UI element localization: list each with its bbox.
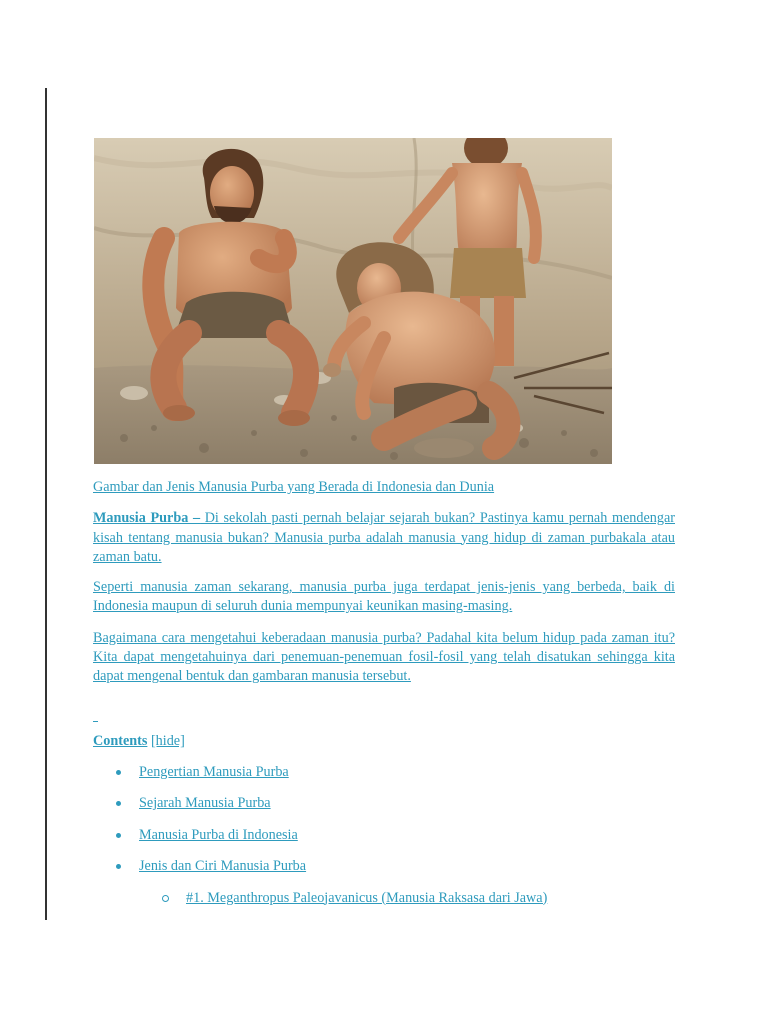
toc-hide-toggle[interactable]: [hide] <box>150 732 185 749</box>
toc-item[interactable] <box>93 794 675 825</box>
bullet-icon <box>116 833 121 838</box>
toc-item[interactable] <box>93 826 675 857</box>
toc-subitem-label[interactable]: #1. Meganthropus Paleojavanicus (Manusia Raksasa dari Jawa) <box>186 889 548 906</box>
toc-item-label[interactable]: Jenis dan Ciri Manusia Purba <box>139 858 307 875</box>
toc-item[interactable] <box>93 763 675 794</box>
early-humans-diorama-illustration <box>94 138 612 464</box>
caption-link[interactable]: Gambar dan Jenis Manusia Purba yang Berada di Indonesia dan Dunia <box>93 479 495 495</box>
intro-lead-link[interactable]: Manusia Purba – <box>93 510 201 527</box>
paragraph-fossils <box>93 629 675 687</box>
bullet-icon <box>116 801 121 806</box>
paragraph-intro <box>93 509 675 567</box>
bullet-icon <box>116 770 121 775</box>
toc-item-label[interactable]: Manusia Purba di Indonesia <box>139 826 298 843</box>
table-of-contents <box>93 763 675 920</box>
fossils-text-link[interactable]: Bagaimana cara mengetahui keberadaan manusia purba? Padahal kita belum hidup pada zaman itu? Kita dapat mengetahuinya dari penemuan-penemuan fosil-fosil yang telah disatukan sehingga kita dapat mengenal bentuk dan gambaran manusia tersebut. <box>93 629 675 685</box>
toc-title[interactable]: Contents <box>93 732 148 749</box>
article-content <box>93 478 675 920</box>
hollow-bullet-icon <box>162 895 169 902</box>
paragraph-types <box>93 578 675 617</box>
toc-subitem[interactable] <box>93 889 675 920</box>
image-caption[interactable] <box>93 478 675 497</box>
intro-text-link[interactable]: Di sekolah pasti pernah belajar sejarah bukan? Pastinya kamu pernah mendengar kisah tentang manusia bukan? Manusia purba adalah manusia yang hidup di zaman purbakala atau zaman batu. <box>93 510 675 565</box>
bullet-icon <box>116 864 121 869</box>
small-link-mark[interactable] <box>93 707 675 726</box>
toc-item[interactable] <box>93 857 675 888</box>
toc-header <box>93 732 675 751</box>
hero-image <box>94 138 612 464</box>
types-text-link[interactable]: Seperti manusia zaman sekarang, manusia purba juga terdapat jenis-jenis yang berbeda, baik di Indonesia maupun di seluruh dunia mempunyai keunikan masing-masing. <box>93 579 675 615</box>
toc-item-label[interactable]: Pengertian Manusia Purba <box>139 763 289 780</box>
page-left-border <box>45 88 47 920</box>
toc-item-label[interactable]: Sejarah Manusia Purba <box>139 795 271 812</box>
